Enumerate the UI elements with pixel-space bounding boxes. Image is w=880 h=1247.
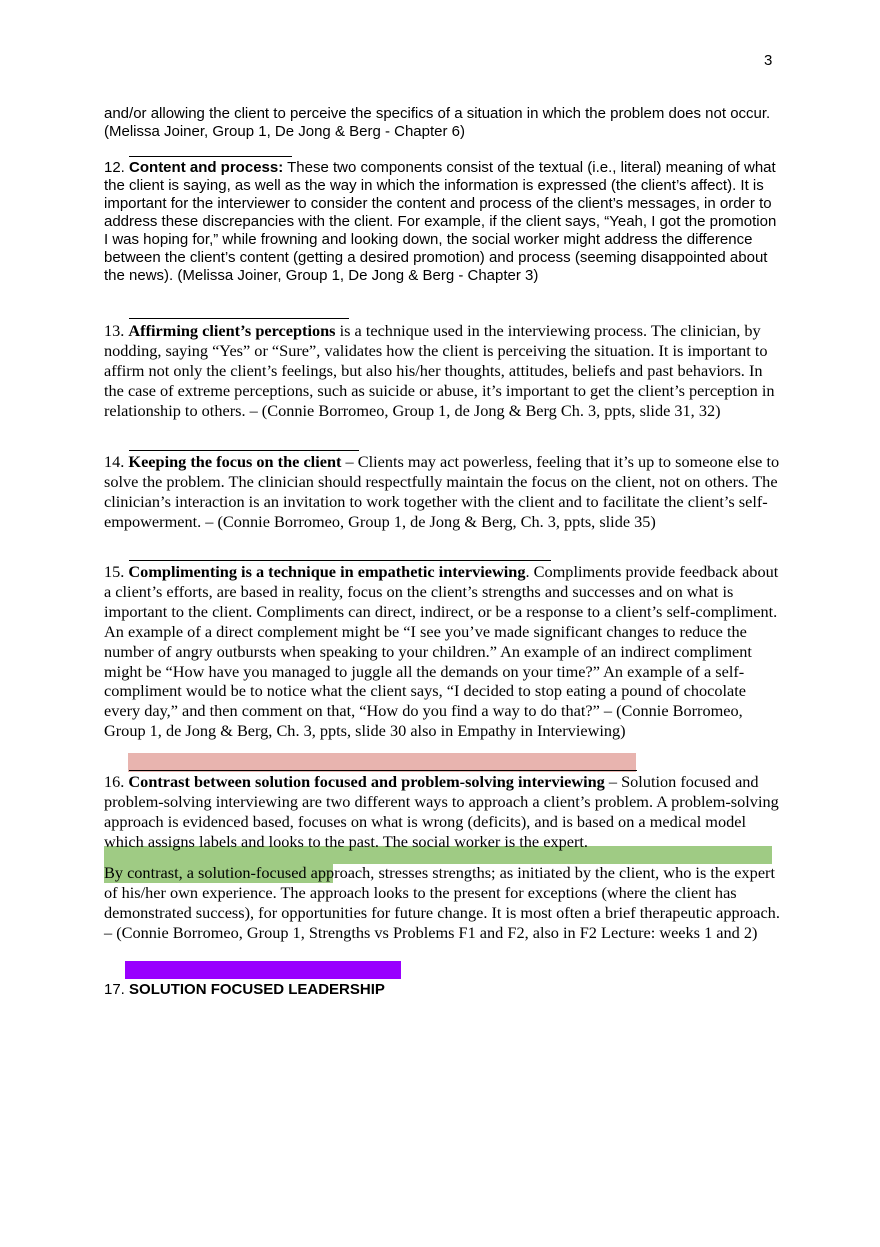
item-13 <box>104 321 780 421</box>
item-text: By contrast, a solution-focused approach, stresses strengths; as initiated by the client, who is the expert of his/her own experience. The approach looks to the present for exceptions (where the client has demonstrated success), for opportunities for future change. It is most often a brief therapeutic approach. – (Connie Borromeo, Group 1, Strengths vs Problems F1 and F2, also in F2 Lecture: weeks 1 and 2) <box>104 863 780 942</box>
item-title: Content and process: <box>129 159 284 176</box>
item-divider <box>129 560 551 561</box>
item-16 <box>104 772 780 852</box>
item-title: SOLUTION FOCUSED LEADERSHIP <box>129 981 385 998</box>
item-text: These two components consist of the textual (i.e., literal) meaning of what the client is saying, as well as the way in which the information is expressed (the client’s affect). It is important for the interviewer to consider the content and process of the client’s messages, in order to address these discrepancies with the client. For example, if the client says, “Yeah, I got the promotion I was hoping for,” while frowning and looking down, the social worker might address the difference between the client’s content (getting a desired promotion) and process (seeming disappointed about the news). (Melissa Joiner, Group 1, De Jong & Berg - Chapter 3) <box>104 159 777 284</box>
item-15 <box>104 562 780 741</box>
item-number: 13. <box>104 321 129 340</box>
item-divider <box>129 156 292 157</box>
item-text: . Compliments provide feedback about a client’s efforts, are based in reality, focus on the client’s strengths and successes and on what is important to the client. Compliments can direct, indirect, or be a response to a client’s self-compliment. An example of a direct complement might be “I see you’ve made significant changes to reduce the number of angry outbursts when speaking to your children.” An example of an indirect compliment might be “How have you managed to juggle all the demands on your time?” An example of a self-compliment would be to notice what the client says, “I decided to stop eating a pound of chocolate every day,” and then comment on that, “How do you find a way to do that?” – (Connie Borromeo, Group 1, de Jong & Berg, Ch. 3, ppts, slide 30 also in Empathy in Interviewing) <box>104 562 779 741</box>
paragraph-continuation <box>104 105 780 141</box>
item-title: Complimenting is a technique in empathetic interviewing <box>128 562 526 581</box>
item-text: – Clients may act powerless, feeling that it’s up to someone else to solve the problem. The clinician should respectfully maintain the focus on the client, not on others. The clinician’s interaction is an invitation to work together with the client and to facilitate the client’s self-empowerment. – (Connie Borromeo, Group 1, de Jong & Berg, Ch. 3, ppts, slide 35) <box>104 452 780 531</box>
item-title: Affirming client’s perceptions <box>128 321 336 340</box>
item-number: 15. <box>104 562 129 581</box>
item-divider <box>129 770 637 771</box>
item-14 <box>104 452 780 532</box>
continuation-text: and/or allowing the client to perceive the specifics of a situation in which the problem does not occur. (Melissa Joiner, Group 1, De Jong & Berg - Chapter 6) <box>104 105 771 140</box>
item-17 <box>104 981 780 999</box>
item-title: Keeping the focus on the client <box>128 452 342 471</box>
item-16-continuation <box>104 863 780 943</box>
purple-highlight-mark <box>125 961 401 979</box>
item-title: Contrast between solution focused and problem-solving interviewing <box>128 772 605 791</box>
item-divider <box>129 318 349 319</box>
item-text: is a technique used in the interviewing process. The clinician, by nodding, saying “Yes” or “Sure”, validates how the client is perceiving the situation. It is important to affirm not only the client’s feelings, but also his/her thoughts, attitudes, beliefs and past behaviors. In the case of extreme perceptions, such as suicide or abuse, it’s important to get the client’s perception in relationship to others. – (Connie Borromeo, Group 1, de Jong & Berg Ch. 3, ppts, slide 31, 32) <box>104 321 775 420</box>
item-text: – Solution focused and problem-solving interviewing are two different ways to approach a client’s problem. A problem-solving approach is evidenced based, focuses on what is wrong (deficits), and is based on a medical model which assigns labels and looks to the past. The social worker is the expert. <box>104 772 779 851</box>
item-12 <box>104 159 780 285</box>
page-number: 3 <box>764 52 773 69</box>
item-number: 16. <box>104 772 129 791</box>
item-number: 17. <box>104 981 130 998</box>
item-number: 12. <box>104 159 130 176</box>
item-number: 14. <box>104 452 129 471</box>
item-divider <box>129 450 359 451</box>
